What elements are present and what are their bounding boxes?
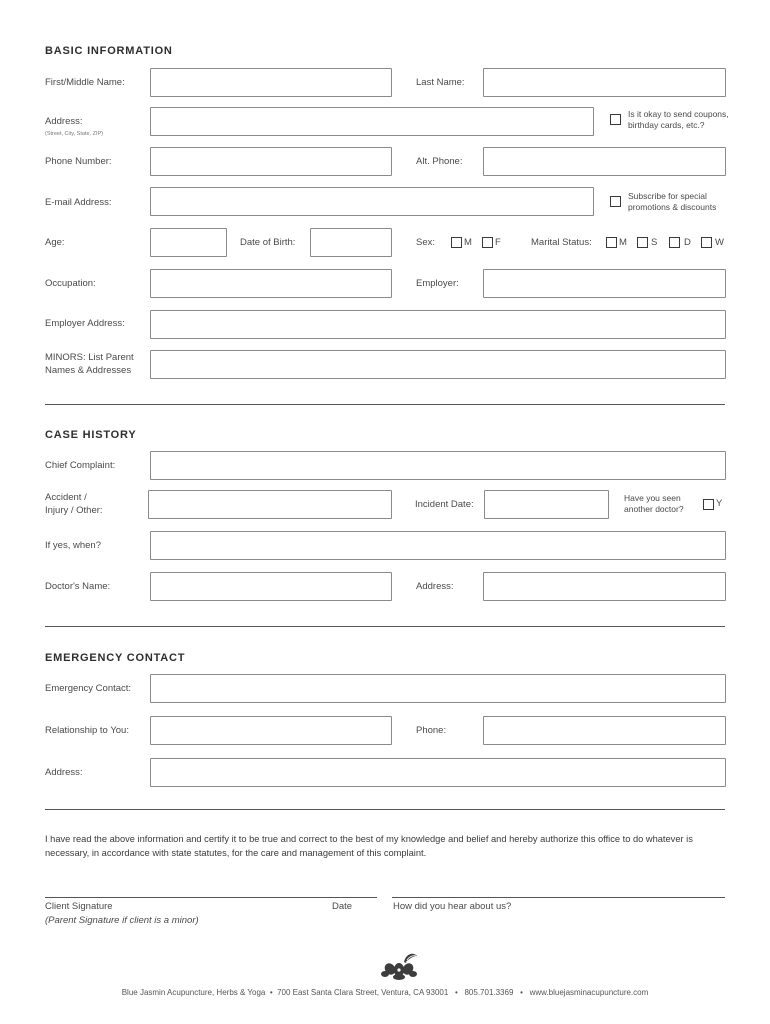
sex-f-checkbox[interactable] bbox=[482, 237, 493, 248]
last-name-input[interactable] bbox=[483, 68, 726, 97]
footer-separator: • bbox=[269, 988, 273, 997]
sex-f-label: F bbox=[495, 237, 501, 248]
address-input[interactable] bbox=[150, 107, 594, 136]
subscribe-note: Subscribe for special promotions & discounts bbox=[628, 191, 717, 212]
footer-street: 700 East Santa Clara Street, Ventura, CA 93001 bbox=[277, 988, 449, 997]
accident-input[interactable] bbox=[148, 490, 392, 519]
coupons-checkbox[interactable] bbox=[610, 114, 621, 125]
phone-number-input[interactable] bbox=[150, 147, 392, 176]
footer bbox=[0, 988, 770, 997]
employer-address-label: Employer Address: bbox=[45, 318, 125, 329]
subscribe-checkbox[interactable] bbox=[610, 196, 621, 207]
minors-input[interactable] bbox=[150, 350, 726, 379]
parent-signature-note: (Parent Signature if client is a minor) bbox=[45, 915, 199, 926]
chief-complaint-label: Chief Complaint: bbox=[45, 460, 116, 471]
address-label: Address: bbox=[45, 116, 83, 127]
occupation-label: Occupation: bbox=[45, 278, 96, 289]
marital-w-checkbox[interactable] bbox=[701, 237, 712, 248]
relationship-label: Relationship to You: bbox=[45, 725, 129, 736]
employer-label: Employer: bbox=[416, 278, 459, 289]
if-yes-when-label: If yes, when? bbox=[45, 540, 101, 551]
divider-emergency bbox=[45, 809, 725, 810]
employer-input[interactable] bbox=[483, 269, 726, 298]
certification-text: I have read the above information and certify it to be true and correct to the best of my knowledge and belief and hereby authorize this office to do whatever is necessary, in accordance with state statutes, for the care and management of this complaint. bbox=[45, 834, 693, 858]
emergency-contact-input[interactable] bbox=[150, 674, 726, 703]
seen-doctor-yes-checkbox[interactable] bbox=[703, 499, 714, 510]
seen-doctor-yes-label: Y bbox=[716, 498, 723, 509]
chief-complaint-input[interactable] bbox=[150, 451, 726, 480]
marital-m-label: M bbox=[619, 237, 627, 248]
sex-m-checkbox[interactable] bbox=[451, 237, 462, 248]
emergency-phone-input[interactable] bbox=[483, 716, 726, 745]
seen-doctor-note: Have you seen another doctor? bbox=[624, 493, 684, 514]
address-hint: (Street, City, State, ZIP) bbox=[45, 131, 103, 137]
marital-w-label: W bbox=[715, 237, 724, 248]
last-name-label: Last Name: bbox=[416, 77, 465, 88]
marital-s-label: S bbox=[651, 237, 658, 248]
emergency-contact-label: Emergency Contact: bbox=[45, 683, 132, 694]
marital-status-label: Marital Status: bbox=[531, 237, 592, 248]
occupation-input[interactable] bbox=[150, 269, 392, 298]
footer-separator: • bbox=[520, 988, 523, 997]
marital-s-checkbox[interactable] bbox=[637, 237, 648, 248]
age-input[interactable] bbox=[150, 228, 227, 257]
alt-phone-input[interactable] bbox=[483, 147, 726, 176]
sex-label: Sex: bbox=[416, 237, 436, 248]
divider-basic bbox=[45, 404, 725, 405]
doctor-address-label: Address: bbox=[416, 581, 454, 592]
jasmine-flower-logo-icon bbox=[376, 950, 422, 982]
emergency-phone-label: Phone: bbox=[416, 725, 447, 736]
dob-label: Date of Birth: bbox=[240, 237, 296, 248]
client-signature-line[interactable] bbox=[45, 897, 377, 898]
if-yes-when-input[interactable] bbox=[150, 531, 726, 560]
first-middle-name-label: First/Middle Name: bbox=[45, 77, 125, 88]
footer-phone: 805.701.3369 bbox=[464, 988, 514, 997]
emergency-contact-heading: EMERGENCY CONTACT bbox=[45, 652, 186, 664]
doctor-name-label: Doctor's Name: bbox=[45, 581, 111, 592]
marital-m-checkbox[interactable] bbox=[606, 237, 617, 248]
marital-d-label: D bbox=[684, 237, 691, 248]
footer-website-link[interactable]: www.bluejasminacupuncture.com bbox=[529, 988, 649, 997]
sex-m-label: M bbox=[464, 237, 472, 248]
doctor-name-input[interactable] bbox=[150, 572, 392, 601]
accident-label: Accident / Injury / Other: bbox=[45, 492, 103, 516]
minors-label: MINORS: List Parent Names & Addresses bbox=[45, 352, 134, 376]
divider-case bbox=[45, 626, 725, 627]
email-input[interactable] bbox=[150, 187, 594, 216]
doctor-address-input[interactable] bbox=[483, 572, 726, 601]
basic-information-heading: BASIC INFORMATION bbox=[45, 45, 173, 57]
incident-date-label: Incident Date: bbox=[415, 499, 474, 510]
how-heard-line[interactable] bbox=[392, 897, 725, 898]
date-label: Date bbox=[332, 901, 353, 912]
alt-phone-label: Alt. Phone: bbox=[416, 156, 463, 167]
case-history-heading: CASE HISTORY bbox=[45, 429, 137, 441]
footer-business: Blue Jasmin Acupuncture, Herbs & Yoga bbox=[121, 988, 266, 997]
incident-date-input[interactable] bbox=[484, 490, 609, 519]
client-signature-label: Client Signature bbox=[45, 901, 113, 912]
employer-address-input[interactable] bbox=[150, 310, 726, 339]
emergency-address-label: Address: bbox=[45, 767, 83, 778]
first-middle-name-input[interactable] bbox=[150, 68, 392, 97]
coupons-note: Is it okay to send coupons, birthday cards, etc.? bbox=[628, 109, 729, 130]
marital-d-checkbox[interactable] bbox=[669, 237, 680, 248]
phone-number-label: Phone Number: bbox=[45, 156, 112, 167]
age-label: Age: bbox=[45, 237, 65, 248]
footer-separator: • bbox=[454, 988, 458, 997]
dob-input[interactable] bbox=[310, 228, 392, 257]
email-label: E-mail Address: bbox=[45, 197, 112, 208]
emergency-address-input[interactable] bbox=[150, 758, 726, 787]
how-heard-label: How did you hear about us? bbox=[393, 901, 512, 912]
relationship-input[interactable] bbox=[150, 716, 392, 745]
